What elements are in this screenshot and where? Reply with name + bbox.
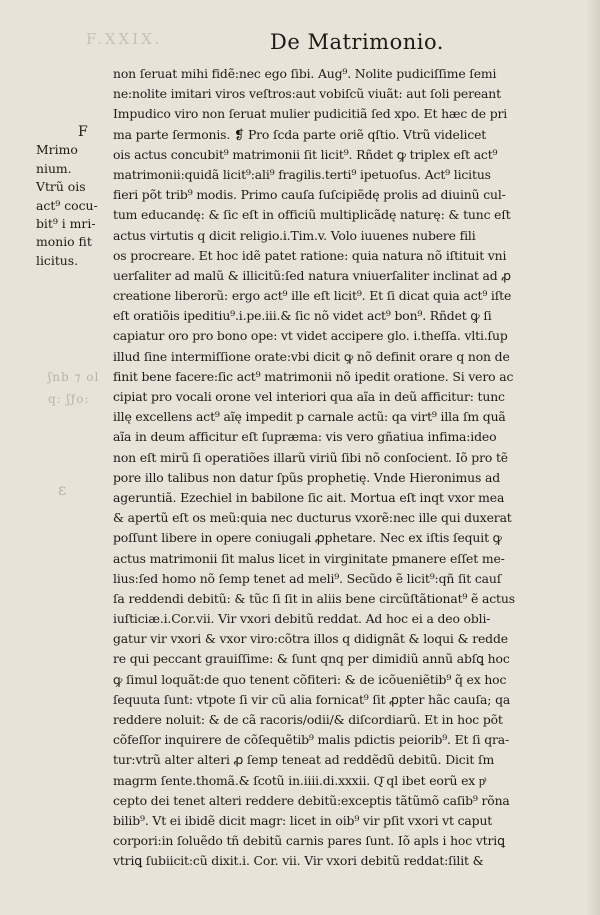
text-line: ois actus concubit⁹ matrimonii ſit licit⁹. Rñdet ꝙ triplex eſt act⁹ bbox=[113, 146, 498, 162]
text-line: pore illo talibus non datur ſpũs prophetię. Vnde Hieronimus ad bbox=[113, 469, 500, 485]
text-line: finit bene facere:ſic act⁹ matrimonii nõ ipedit oratione. Si vero ac bbox=[113, 368, 514, 384]
text-line: lius:ſed homo nõ ſemp tenet ad meli⁹. Secũdo ẽ licit⁹:qñ ſit cauſ bbox=[113, 570, 502, 586]
margin-note: nium. bbox=[36, 160, 72, 176]
text-line: uerſaliter ad malũ & illicitũ:ſed natura vniuerſaliter inclinat ad ꝓ bbox=[113, 267, 511, 283]
text-line: ageruntiã. Ezechiel in babilone ſic ait. Mortua eſt inqt vxor mea bbox=[113, 489, 505, 505]
margin-note: Mrimo bbox=[36, 142, 78, 158]
text-line: non eſt mirũ ſi operatiões illarũ viriũ ſibi nõ conſocient. Iõ pro tẽ bbox=[113, 449, 508, 465]
text-line: iuſticiæ.i.Cor.vii. Vir vxori debitũ reddat. Ad hoc ei a deo obli- bbox=[113, 611, 491, 627]
text-line: non ſeruat mihi fidẽ:nec ego ſibi. Aug⁹. Nolite pudiciſſime ſemi bbox=[113, 66, 497, 81]
text-line: tur:vtrũ alter alteri ꝓ ſemp teneat ad reddẽdũ debitũ. Dicit ſm bbox=[113, 752, 495, 768]
folio-number: F.XXIX. bbox=[86, 30, 163, 48]
margin-note: Vtrũ ois bbox=[36, 179, 86, 195]
text-line: Impudico viro non ſeruat mulier pudicitiã ſed xpo. Et hæc de pri bbox=[113, 106, 508, 122]
text-line: magrm ſente.thomã.& ſcotũ in.iiii.di.xxxii. Q͂ ql ibet eorũ ex pͣ bbox=[113, 772, 485, 788]
text-line: ſa reddendi debitũ: & tũc ſi ſit in aliis bene circũſtãtionat⁹ ẽ actus bbox=[113, 590, 515, 606]
page-edge-shadow bbox=[586, 0, 600, 915]
text-line: fieri põt trib⁹ modis. Primo cauſa ſuſcipiẽdę prolis ad diuinũ cul- bbox=[113, 187, 506, 203]
text-line: ꝙ ſimul loquãt:de quo tenent cõfiteri: & de icõueniẽtib⁹ q̃ ex hoc bbox=[113, 671, 507, 687]
text-line: vtriꝗ ſubiicit:cũ dixit.i. Cor. vii. Vir vxori debitũ reddat:ſilit & bbox=[113, 853, 484, 869]
text-line: eſt oratiõis ipeditiu⁹.i.pe.iii.& ſic nõ videt act⁹ bon⁹. Rñdet ꝙ ſi bbox=[113, 308, 492, 324]
text-line: poſſunt libere in opere coniugali ꝓphetare. Nec ex iſtis ſequit ꝙ bbox=[113, 530, 502, 546]
margin-note: F bbox=[78, 124, 88, 140]
margin-note: monio fit bbox=[36, 234, 92, 250]
margin-note: licitus. bbox=[36, 252, 79, 268]
text-line: illę excellens act⁹ aĩę impedit p carnale actũ: qa virt⁹ illa ſm quã bbox=[113, 409, 506, 425]
body-text bbox=[113, 64, 573, 872]
text-line: ma parte ſermonis. ❡ Pro ſcda parte oriẽ qſtio. Vtrũ videlicet bbox=[113, 126, 487, 142]
text-line: re qui peccant grauiſſime: & ſunt qnq per dimidiũ annũ abſꝗ hoc bbox=[113, 651, 510, 667]
bleed-through-text: ɛ bbox=[58, 480, 68, 499]
text-line: corpori:in ſoluẽdo tñ debitũ carnis pares ſunt. Iõ apls i hoc vtriꝗ bbox=[113, 833, 505, 849]
text-line: illud ſine intermiſſione orate:vbi dicit ꝙ nõ definit orare q non de bbox=[113, 348, 510, 364]
text-line: & apertũ eſt os meũ:quia nec ducturus vxorẽ:nec ille qui duxerat bbox=[113, 510, 512, 526]
text-line: reddere noluit: & de cã racoris/odii/& diſcordiarũ. Et in hoc põt bbox=[113, 712, 503, 727]
text-line: tum educandę: & ſic eſt in officiũ multiplicãdę naturę: & tunc eſt bbox=[113, 207, 511, 223]
margin-note: act⁹ cocu- bbox=[36, 197, 98, 213]
text-line: actus virtutis q dicit religio.i.Tim.v. Volo iuuenes nubere fili bbox=[113, 227, 476, 243]
text-line: os procreare. Et hoc idẽ patet ratione: quia natura nõ iſtituit vni bbox=[113, 247, 507, 263]
text-line: matrimonii:quidã licit⁹:ali⁹ fragilis.terti⁹ ipetuoſus. Act⁹ licitus bbox=[113, 166, 491, 182]
text-line: cipiat pro vocali orone vel interiori qua aĩa in deũ afficitur: tunc bbox=[113, 389, 505, 404]
text-line: cepto dei tenet alteri reddere debitũ:exceptis tãtũmõ caſib⁹ rõna bbox=[113, 792, 510, 808]
text-line: capiatur oro pro bono ope: vt videt accipere glo. i.theſſa. vlti.ſup bbox=[113, 328, 508, 344]
text-line: aĩa in deum afficitur eſt ſupræma: vis vero gñatiua infima:ideo bbox=[113, 429, 497, 445]
text-line: creatione liberorũ: ergo act⁹ ille eſt licit⁹. Et ſi dicat quia act⁹ iſte bbox=[113, 288, 512, 304]
margin-note: bit⁹ i mri- bbox=[36, 215, 96, 231]
text-line: ſequuta ſunt: vtpote ſi vir cũ alia fornicat⁹ ſit ꝓpter hãc cauſa; qa bbox=[113, 691, 511, 707]
text-line: gatur vir vxori & vxor viro:cõtra illos q didignãt & loqui & redde bbox=[113, 631, 508, 647]
running-head: De Matrimonio. bbox=[270, 30, 444, 54]
marginal-notes bbox=[36, 123, 114, 270]
text-line: bilib⁹. Vt ei ibidẽ dicit magr: licet in oib⁹ vir pſit vxori vt caput bbox=[113, 812, 493, 828]
text-line: cõfeſſor inquirere de cõſequẽtib⁹ malis pdictis peiorib⁹. Et ſi qra- bbox=[113, 732, 510, 748]
text-line: actus matrimonii ſit malus licet in virginitate pmanere eſſet me- bbox=[113, 550, 505, 566]
bleed-through-text: q: ʃƒo: bbox=[48, 392, 90, 406]
bleed-through-text: ʃnb ⁊ ol bbox=[48, 370, 100, 384]
text-line: ne:nolite imitari viros veſtros:aut vobiſcũ viuãt: aut ſoli pereant bbox=[113, 86, 501, 102]
